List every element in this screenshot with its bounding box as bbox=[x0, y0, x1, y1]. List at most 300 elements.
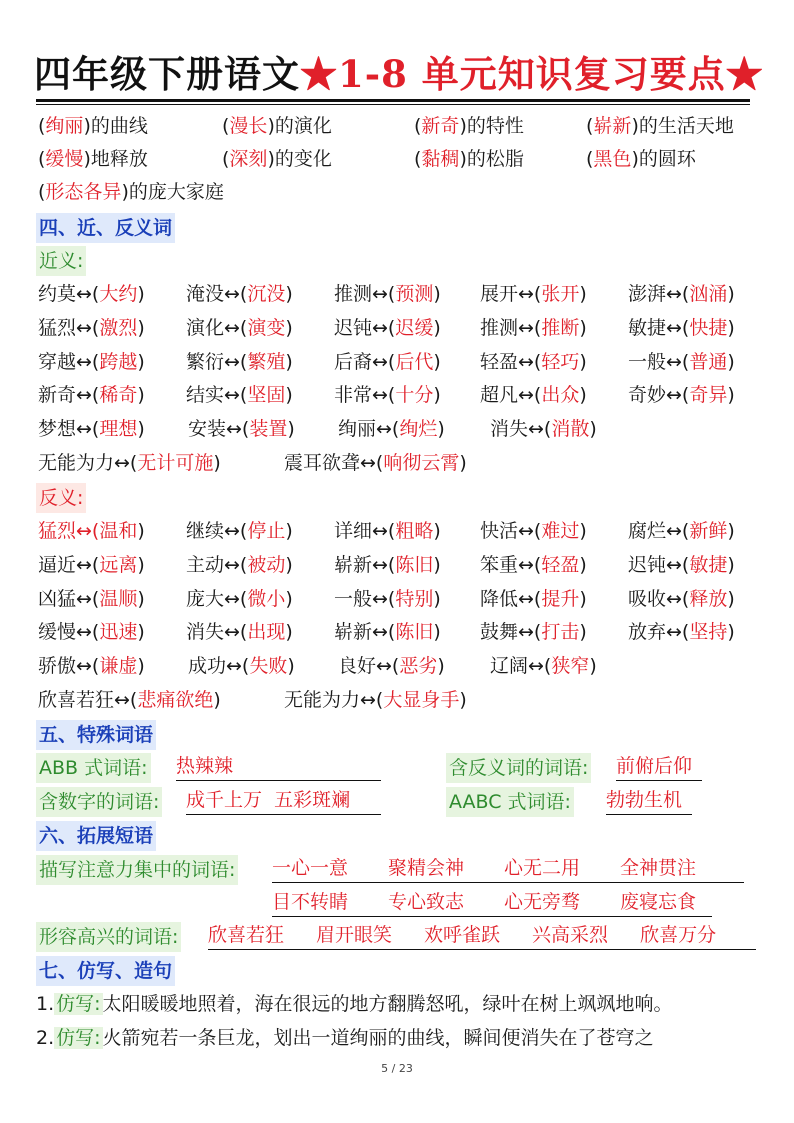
collocation-word: 绚丽 bbox=[45, 115, 84, 137]
antonym-answer: 狭窄 bbox=[551, 655, 590, 678]
antonym-word: 继续 bbox=[186, 520, 225, 542]
synonym-pair bbox=[38, 279, 145, 309]
collocation-tail: 的庞大家庭 bbox=[128, 181, 224, 203]
synonym-pair bbox=[480, 279, 587, 309]
paren: ) bbox=[137, 520, 145, 542]
arrow: ↔( bbox=[666, 553, 690, 576]
synonym-word: 约莫 bbox=[38, 283, 77, 305]
antonym-answer: 打击 bbox=[541, 621, 580, 644]
antonym-pair bbox=[490, 651, 597, 681]
synonym-answer: 预测 bbox=[395, 283, 434, 305]
antonym-pair bbox=[38, 584, 145, 614]
fanyi-label: 含反义词的词语: bbox=[446, 753, 591, 783]
arrow: ↔( bbox=[372, 350, 396, 373]
antonym-word: 详细 bbox=[334, 520, 373, 542]
paren: ) bbox=[285, 621, 293, 644]
arrow: ↔( bbox=[76, 520, 100, 542]
paren: ) bbox=[433, 316, 441, 339]
arrow: ↔( bbox=[518, 384, 542, 407]
shuzi-label: 含数字的词语: bbox=[36, 787, 162, 817]
phrase: 一心一意 bbox=[272, 857, 349, 879]
antonym-pair bbox=[628, 584, 735, 614]
antonym-answer: 停止 bbox=[247, 520, 286, 542]
paren: ) bbox=[137, 553, 145, 576]
antonym-answer: 微小 bbox=[247, 587, 286, 610]
arrow: ↔( bbox=[114, 452, 138, 474]
antonym-word: 崭新 bbox=[334, 553, 373, 576]
antonym-answer: 新鲜 bbox=[689, 520, 728, 542]
arrow: ↔( bbox=[76, 384, 100, 407]
arrow: ↔( bbox=[76, 350, 100, 373]
antonym-pair bbox=[38, 651, 145, 681]
arrow: ↔( bbox=[518, 520, 542, 542]
page-number: 5 / 23 bbox=[381, 1062, 413, 1075]
arrow: ↔( bbox=[376, 418, 400, 441]
paren: ) bbox=[433, 553, 441, 576]
collocation-tail: 的特性 bbox=[466, 115, 524, 137]
antonym-word: 消失 bbox=[186, 621, 225, 644]
antonym-word: 鼓舞 bbox=[480, 621, 519, 644]
arrow: ↔( bbox=[224, 553, 248, 576]
arrow: ↔( bbox=[666, 520, 690, 542]
paren: ) bbox=[727, 283, 735, 305]
synonym-pair bbox=[38, 448, 221, 478]
arrow: ↔( bbox=[76, 655, 100, 678]
antonym-word: 逼近 bbox=[38, 553, 77, 576]
arrow: ↔( bbox=[76, 587, 100, 610]
synonym-pair bbox=[480, 313, 587, 343]
collocation-item bbox=[414, 144, 524, 174]
synonym-pair bbox=[186, 380, 293, 410]
antonym-word: 良好 bbox=[338, 655, 377, 678]
synonym-pair bbox=[38, 347, 145, 377]
antonym-answer: 坚持 bbox=[689, 621, 728, 644]
synonym-answer: 跨越 bbox=[99, 350, 138, 373]
antonym-pair bbox=[334, 550, 441, 580]
arrow: ↔( bbox=[372, 587, 396, 610]
paren: ( bbox=[38, 115, 46, 137]
arrow: ↔( bbox=[360, 689, 384, 711]
synonym-word: 演化 bbox=[186, 316, 225, 339]
antonym-pair bbox=[188, 651, 295, 681]
arrow: ↔( bbox=[666, 587, 690, 610]
paren: ) bbox=[579, 520, 587, 542]
paren: ) bbox=[433, 587, 441, 610]
synonym-pair bbox=[628, 279, 735, 309]
section-7-item-1 bbox=[36, 989, 673, 1019]
focus-row-1 bbox=[272, 855, 744, 883]
antonym-answer: 谦虚 bbox=[99, 655, 138, 678]
antonym-answer: 陈旧 bbox=[395, 621, 434, 644]
antonym-pair bbox=[480, 584, 587, 614]
antonym-word: 迟钝 bbox=[628, 553, 667, 576]
focus-row-2 bbox=[272, 889, 712, 917]
phrase: 废寝忘食 bbox=[620, 891, 697, 913]
antonym-answer: 温顺 bbox=[99, 587, 138, 610]
paren: ) bbox=[433, 283, 441, 305]
paren: ) bbox=[137, 384, 145, 407]
paren: ) bbox=[579, 283, 587, 305]
synonym-word: 后裔 bbox=[334, 350, 373, 373]
paren: ) bbox=[213, 452, 221, 474]
collocation-word: 形态各异 bbox=[45, 181, 122, 203]
paren: ) bbox=[727, 587, 735, 610]
paren: ) bbox=[459, 148, 467, 170]
arrow: ↔( bbox=[372, 316, 396, 339]
synonym-pair bbox=[186, 347, 293, 377]
synonyms-label: 近义: bbox=[36, 246, 86, 276]
synonym-answer: 激烈 bbox=[99, 316, 138, 339]
antonym-word: 笨重 bbox=[480, 553, 519, 576]
paren: ) bbox=[459, 452, 467, 474]
paren: ) bbox=[459, 115, 467, 137]
synonym-pair bbox=[38, 380, 145, 410]
synonym-word: 非常 bbox=[334, 384, 373, 407]
paren: ) bbox=[631, 115, 639, 137]
synonym-word: 穿越 bbox=[38, 350, 77, 373]
antonym-answer: 敏捷 bbox=[689, 553, 728, 576]
paren: ) bbox=[579, 621, 587, 644]
synonym-word: 无能为力 bbox=[38, 452, 115, 474]
arrow: ↔( bbox=[76, 316, 100, 339]
antonym-pair bbox=[186, 550, 293, 580]
arrow: ↔( bbox=[76, 283, 100, 305]
antonym-pair bbox=[334, 516, 441, 546]
synonym-word: 澎湃 bbox=[628, 283, 667, 305]
focus-label: 描写注意力集中的词语: bbox=[36, 855, 238, 885]
paren: ) bbox=[287, 418, 295, 441]
paren: ) bbox=[285, 587, 293, 610]
item-2-label: 仿写: bbox=[56, 1027, 101, 1049]
paren: ) bbox=[83, 115, 91, 137]
collocation-word: 黏稠 bbox=[421, 148, 460, 170]
paren: ) bbox=[433, 384, 441, 407]
collocation-item bbox=[222, 111, 332, 141]
arrow: ↔( bbox=[360, 452, 384, 474]
antonym-answer: 大显身手 bbox=[383, 689, 460, 711]
aabc-value: 勃勃生机 bbox=[606, 787, 692, 815]
item-2-number: 2. bbox=[36, 1027, 55, 1049]
antonym-word: 辽阔 bbox=[490, 655, 529, 678]
paren: ( bbox=[38, 181, 46, 203]
phrase: 心无二用 bbox=[504, 857, 581, 879]
arrow: ↔( bbox=[114, 689, 138, 711]
item-1-number: 1. bbox=[36, 993, 55, 1015]
phrase: 目不转睛 bbox=[272, 891, 349, 913]
section-7-heading: 七、仿写、造句 bbox=[36, 956, 175, 986]
synonym-answer: 消散 bbox=[551, 418, 590, 441]
paren: ( bbox=[586, 115, 594, 137]
paren: ) bbox=[137, 418, 145, 441]
paren: ) bbox=[589, 418, 597, 441]
paren: ) bbox=[727, 621, 735, 644]
arrow: ↔( bbox=[76, 418, 100, 441]
arrow: ↔( bbox=[226, 655, 250, 678]
antonym-word: 腐烂 bbox=[628, 520, 667, 542]
paren: ) bbox=[579, 350, 587, 373]
antonym-answer: 特别 bbox=[395, 587, 434, 610]
synonym-word: 迟钝 bbox=[334, 316, 373, 339]
synonym-answer: 大约 bbox=[99, 283, 138, 305]
arrow: ↔( bbox=[224, 350, 248, 373]
synonym-answer: 迟缓 bbox=[395, 316, 434, 339]
antonym-answer: 远离 bbox=[99, 553, 138, 576]
paren: ) bbox=[285, 520, 293, 542]
collocation-tail: 的曲线 bbox=[90, 115, 148, 137]
synonym-answer: 无计可施 bbox=[137, 452, 214, 474]
synonym-answer: 响彻云霄 bbox=[383, 452, 460, 474]
collocation-tail: 的演化 bbox=[274, 115, 332, 137]
antonym-word: 主动 bbox=[186, 553, 225, 576]
synonym-pair bbox=[188, 414, 295, 444]
paren: ) bbox=[137, 283, 145, 305]
synonym-pair bbox=[338, 414, 445, 444]
abb-value: 热辣辣 bbox=[176, 753, 381, 781]
arrow: ↔( bbox=[224, 587, 248, 610]
arrow: ↔( bbox=[224, 520, 248, 542]
paren: ) bbox=[579, 553, 587, 576]
synonym-word: 敏捷 bbox=[628, 316, 667, 339]
arrow: ↔( bbox=[666, 350, 690, 373]
arrow: ↔( bbox=[666, 384, 690, 407]
paren: ) bbox=[121, 181, 129, 203]
antonym-answer: 难过 bbox=[541, 520, 580, 542]
antonym-pair bbox=[628, 617, 735, 647]
antonym-pair bbox=[480, 617, 587, 647]
arrow: ↔( bbox=[372, 553, 396, 576]
antonym-answer: 提升 bbox=[541, 587, 580, 610]
paren: ) bbox=[137, 316, 145, 339]
arrow: ↔( bbox=[666, 316, 690, 339]
paren: ) bbox=[287, 655, 295, 678]
antonym-word: 凶猛 bbox=[38, 587, 77, 610]
paren: ) bbox=[437, 655, 445, 678]
paren: ) bbox=[285, 553, 293, 576]
section-5-heading: 五、特殊词语 bbox=[36, 720, 156, 750]
collocation-item bbox=[222, 144, 332, 174]
synonym-pair bbox=[628, 313, 735, 343]
antonym-pair bbox=[186, 584, 293, 614]
synonym-answer: 轻巧 bbox=[541, 350, 580, 373]
synonym-word: 猛烈 bbox=[38, 316, 77, 339]
paren: ) bbox=[589, 655, 597, 678]
synonym-pair bbox=[334, 347, 441, 377]
arrow: ↔( bbox=[76, 553, 100, 576]
synonym-word: 新奇 bbox=[38, 384, 77, 407]
paren: ) bbox=[437, 418, 445, 441]
arrow: ↔( bbox=[372, 621, 396, 644]
antonym-answer: 迅速 bbox=[99, 621, 138, 644]
collocation-word: 深刻 bbox=[229, 148, 268, 170]
synonym-word: 展开 bbox=[480, 283, 519, 305]
arrow: ↔( bbox=[666, 283, 690, 305]
synonym-answer: 稀奇 bbox=[99, 384, 138, 407]
antonym-pair bbox=[480, 516, 587, 546]
paren: ) bbox=[459, 689, 467, 711]
antonym-word: 成功 bbox=[188, 655, 227, 678]
collocation-tail: 的生活天地 bbox=[638, 115, 734, 137]
synonym-word: 结实 bbox=[186, 384, 225, 407]
paren: ) bbox=[285, 316, 293, 339]
paren: ( bbox=[38, 148, 46, 170]
collocation-item bbox=[586, 144, 696, 174]
paren: ) bbox=[727, 316, 735, 339]
synonym-pair bbox=[480, 380, 587, 410]
paren: ( bbox=[414, 115, 422, 137]
shuzi-value: 成千上万 五彩斑斓 bbox=[186, 787, 381, 815]
synonym-word: 轻盈 bbox=[480, 350, 519, 373]
phrase: 全神贯注 bbox=[620, 857, 697, 879]
synonym-pair bbox=[186, 279, 293, 309]
arrow: ↔( bbox=[224, 283, 248, 305]
arrow: ↔( bbox=[376, 655, 400, 678]
synonym-answer: 十分 bbox=[395, 384, 434, 407]
arrow: ↔( bbox=[76, 621, 100, 644]
synonym-word: 奇妙 bbox=[628, 384, 667, 407]
synonym-word: 消失 bbox=[490, 418, 529, 441]
antonym-word: 猛烈 bbox=[38, 520, 77, 542]
antonym-word: 降低 bbox=[480, 587, 519, 610]
phrase: 欣喜万分 bbox=[640, 924, 717, 946]
synonym-word: 繁衍 bbox=[186, 350, 225, 373]
antonym-word: 放弃 bbox=[628, 621, 667, 644]
collocation-word: 缓慢 bbox=[45, 148, 84, 170]
paren: ) bbox=[433, 520, 441, 542]
paren: ) bbox=[727, 520, 735, 542]
antonym-answer: 出现 bbox=[247, 621, 286, 644]
synonym-answer: 奇异 bbox=[689, 384, 728, 407]
paren: ) bbox=[579, 587, 587, 610]
synonym-answer: 快捷 bbox=[689, 316, 728, 339]
paren: ) bbox=[727, 384, 735, 407]
synonym-word: 一般 bbox=[628, 350, 667, 373]
collocation-tail: 的圆环 bbox=[638, 148, 696, 170]
antonym-pair bbox=[334, 584, 441, 614]
phrase: 欣喜若狂 bbox=[208, 924, 285, 946]
title-main: 四年级下册语文 bbox=[34, 52, 300, 96]
collocation-item bbox=[38, 111, 148, 141]
phrase: 欢呼雀跃 bbox=[424, 924, 501, 946]
arrow: ↔( bbox=[224, 316, 248, 339]
synonym-answer: 理想 bbox=[99, 418, 138, 441]
paren: ) bbox=[727, 553, 735, 576]
item-1-label: 仿写: bbox=[56, 993, 101, 1015]
synonym-answer: 普通 bbox=[689, 350, 728, 373]
antonym-word: 崭新 bbox=[334, 621, 373, 644]
antonym-pair bbox=[628, 550, 735, 580]
happy-label: 形容高兴的词语: bbox=[36, 922, 181, 952]
antonym-pair bbox=[338, 651, 445, 681]
antonyms-label: 反义: bbox=[36, 483, 86, 513]
paren: ) bbox=[631, 148, 639, 170]
antonym-word: 无能为力 bbox=[284, 689, 361, 711]
collocation-item bbox=[38, 144, 148, 174]
phrase: 兴高采烈 bbox=[532, 924, 609, 946]
antonym-pair bbox=[628, 516, 735, 546]
phrase: 眉开眼笑 bbox=[316, 924, 393, 946]
synonym-pair bbox=[480, 347, 587, 377]
synonym-pair bbox=[186, 313, 293, 343]
page-title bbox=[34, 52, 764, 98]
antonym-answer: 恶劣 bbox=[399, 655, 438, 678]
title-highlight: ★1-8 单元知识复习要点★ bbox=[300, 52, 764, 96]
synonym-pair bbox=[284, 448, 467, 478]
arrow: ↔( bbox=[224, 621, 248, 644]
phrase: 聚精会神 bbox=[388, 857, 465, 879]
collocation-tail: 的松脂 bbox=[466, 148, 524, 170]
antonym-word: 快活 bbox=[480, 520, 519, 542]
synonym-word: 淹没 bbox=[186, 283, 225, 305]
arrow: ↔( bbox=[224, 384, 248, 407]
antonym-pair bbox=[186, 516, 293, 546]
synonym-word: 震耳欲聋 bbox=[284, 452, 361, 474]
section-6-heading: 六、拓展短语 bbox=[36, 821, 156, 851]
abb-label: ABB 式词语: bbox=[36, 753, 151, 783]
happy-row bbox=[208, 922, 756, 950]
arrow: ↔( bbox=[518, 621, 542, 644]
collocation-item bbox=[414, 111, 524, 141]
collocation-word: 漫长 bbox=[229, 115, 268, 137]
synonym-answer: 绚烂 bbox=[399, 418, 438, 441]
paren: ) bbox=[213, 689, 221, 711]
antonym-pair bbox=[480, 550, 587, 580]
synonym-answer: 坚固 bbox=[247, 384, 286, 407]
paren: ) bbox=[433, 621, 441, 644]
antonym-pair bbox=[38, 617, 145, 647]
antonym-word: 缓慢 bbox=[38, 621, 77, 644]
antonym-word: 一般 bbox=[334, 587, 373, 610]
synonym-word: 绚丽 bbox=[338, 418, 377, 441]
antonym-pair bbox=[38, 550, 145, 580]
synonym-answer: 沉没 bbox=[247, 283, 286, 305]
paren: ) bbox=[267, 115, 275, 137]
arrow: ↔( bbox=[518, 587, 542, 610]
antonym-answer: 粗略 bbox=[395, 520, 434, 542]
antonym-pair bbox=[186, 617, 293, 647]
paren: ) bbox=[137, 350, 145, 373]
fanyi-value: 前俯后仰 bbox=[616, 753, 702, 781]
paren: ) bbox=[267, 148, 275, 170]
synonym-answer: 出众 bbox=[541, 384, 580, 407]
arrow: ↔( bbox=[372, 384, 396, 407]
paren: ) bbox=[285, 283, 293, 305]
paren: ) bbox=[579, 316, 587, 339]
synonym-pair bbox=[628, 347, 735, 377]
collocation-tail: 的变化 bbox=[274, 148, 332, 170]
arrow: ↔( bbox=[518, 316, 542, 339]
antonym-answer: 陈旧 bbox=[395, 553, 434, 576]
phrase: 心无旁骛 bbox=[504, 891, 581, 913]
paren: ) bbox=[137, 655, 145, 678]
synonym-answer: 繁殖 bbox=[247, 350, 286, 373]
collocation-word: 新奇 bbox=[421, 115, 460, 137]
arrow: ↔( bbox=[666, 621, 690, 644]
collocation-word: 崭新 bbox=[593, 115, 632, 137]
antonym-word: 欣喜若狂 bbox=[38, 689, 115, 711]
synonym-pair bbox=[38, 313, 145, 343]
synonym-pair bbox=[334, 279, 441, 309]
antonym-word: 吸收 bbox=[628, 587, 667, 610]
antonym-answer: 释放 bbox=[689, 587, 728, 610]
antonym-word: 庞大 bbox=[186, 587, 225, 610]
paren: ) bbox=[137, 587, 145, 610]
collocation-item bbox=[586, 111, 734, 141]
paren: ) bbox=[285, 384, 293, 407]
paren: ) bbox=[83, 148, 91, 170]
section-7-item-2 bbox=[36, 1023, 654, 1053]
paren: ) bbox=[433, 350, 441, 373]
paren: ) bbox=[579, 384, 587, 407]
